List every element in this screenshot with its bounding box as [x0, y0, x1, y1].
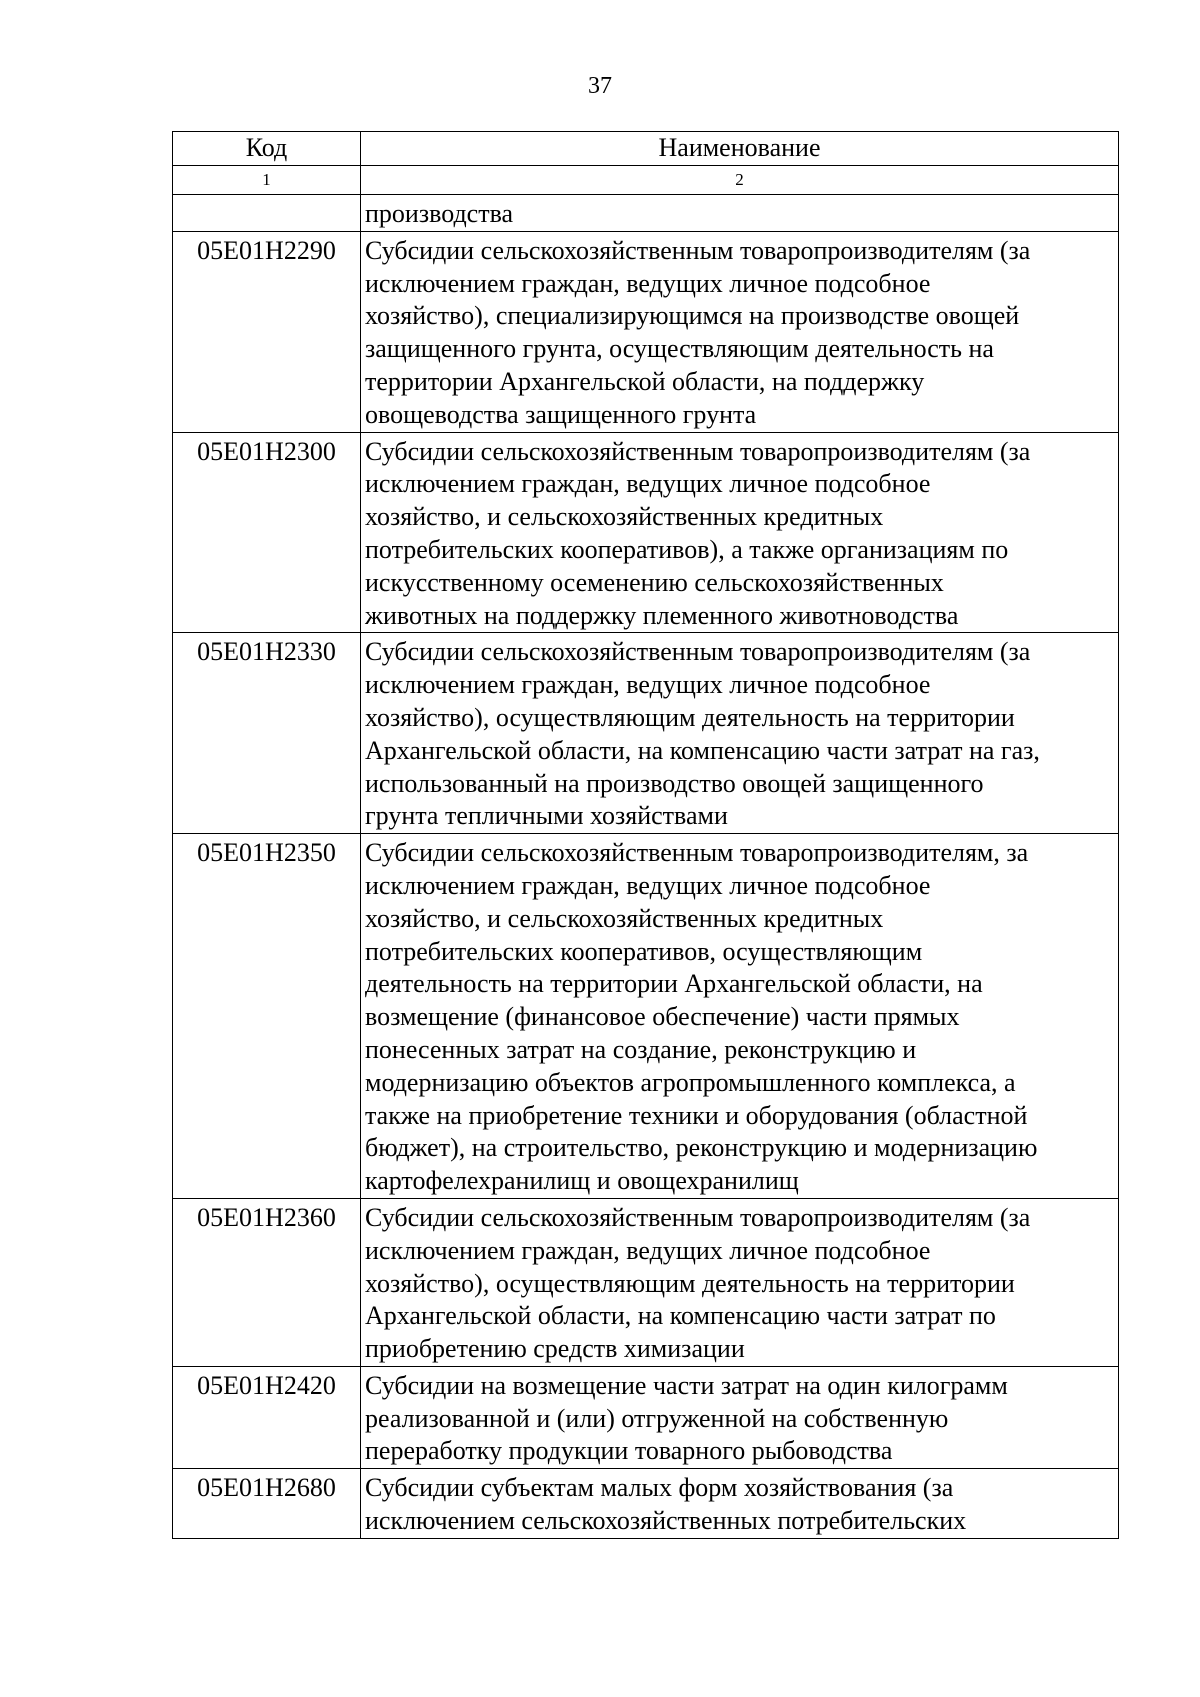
row-name [361, 231, 1119, 432]
row-name-line: возмещение (финансовое обеспечение) части прямых [365, 1002, 960, 1032]
row-name-line: переработку продукции товарного рыбоводства [365, 1436, 893, 1466]
row-code: 05Е01Н2290 [173, 231, 361, 432]
row-name-line: картофелехранилищ и овощехранилищ [365, 1166, 799, 1196]
row-name [361, 1198, 1119, 1366]
budget-code-table [172, 131, 1119, 1539]
row-name [361, 1366, 1119, 1468]
column-header-name: Наименование [361, 132, 1119, 166]
row-name-line: Субсидии на возмещение части затрат на один килограмм [365, 1370, 1008, 1400]
row-name-line: Архангельской области, на компенсацию части затрат на газ, [365, 735, 1040, 765]
row-name-line: Архангельской области, на компенсацию части затрат по [365, 1301, 996, 1331]
column-number-row [173, 166, 1119, 195]
row-name-line: хозяйство, и сельскохозяйственных кредитных [365, 502, 884, 532]
row-name-line: грунта тепличными хозяйствами [365, 801, 728, 831]
row-name-line: исключением граждан, ведущих личное подсобное [365, 670, 931, 700]
row-name-line: животных на поддержку племенного животноводства [365, 600, 959, 630]
row-code: 05Е01Н2360 [173, 1198, 361, 1366]
row-name-line: реализованной и (или) отгруженной на собственную [365, 1403, 949, 1433]
row-name-line: овощеводства защищенного грунта [365, 399, 757, 429]
row-name-line: хозяйство, и сельскохозяйственных кредитных [365, 903, 884, 933]
row-name-line: хозяйство), осуществляющим деятельность на территории [365, 1268, 1015, 1298]
row-code: 05Е01Н2680 [173, 1469, 361, 1539]
page-number: 37 [588, 73, 612, 99]
row-name [361, 195, 1119, 232]
row-name-line: модернизацию объектов агропромышленного комплекса, а [365, 1067, 1016, 1097]
row-name-line: исключением граждан, ведущих личное подсобное [365, 469, 931, 499]
row-name-line: Субсидии сельскохозяйственным товаропроизводителям (за [365, 1202, 1031, 1232]
row-name-line: Субсидии сельскохозяйственным товаропроизводителям (за [365, 637, 1031, 667]
row-name [361, 432, 1119, 633]
row-name-line: Субсидии сельскохозяйственным товаропроизводителям (за [365, 235, 1031, 265]
row-name-line: приобретению средств химизации [365, 1334, 745, 1364]
row-name-line: хозяйство), осуществляющим деятельность на территории [365, 702, 1015, 732]
row-name-line: исключением сельскохозяйственных потребительских [365, 1506, 967, 1536]
row-name-line: территории Архангельской области, на поддержку [365, 366, 925, 396]
row-name-line: Субсидии сельскохозяйственным товаропроизводителям, за [365, 838, 1029, 868]
table-row [173, 1366, 1119, 1468]
row-name-line: исключением граждан, ведущих личное подсобное [365, 1235, 931, 1265]
row-name-line: понесенных затрат на создание, реконструкцию и [365, 1034, 917, 1064]
row-name-line: Субсидии субъектам малых форм хозяйствования (за [365, 1473, 954, 1503]
table-row [173, 633, 1119, 834]
row-name-line: бюджет), на строительство, реконструкцию и модернизацию [365, 1133, 1038, 1163]
row-name [361, 1469, 1119, 1539]
row-name-line: хозяйство), специализирующимся на производстве овощей [365, 301, 1020, 331]
table-header-row [173, 132, 1119, 166]
row-name [361, 834, 1119, 1199]
row-name-line: исключением граждан, ведущих личное подсобное [365, 268, 931, 298]
table-row [173, 432, 1119, 633]
row-name-line: защищенного грунта, осуществляющим деятельность на [365, 334, 994, 364]
table-row [173, 1469, 1119, 1539]
row-code: 05Е01Н2300 [173, 432, 361, 633]
row-name [361, 633, 1119, 834]
row-name-line: использованный на производство овощей защищенного [365, 768, 984, 798]
row-name-line: искусственному осеменению сельскохозяйственных [365, 567, 944, 597]
row-code: 05Е01Н2420 [173, 1366, 361, 1468]
table-row [173, 231, 1119, 432]
row-code: 05Е01Н2330 [173, 633, 361, 834]
column-number-1: 1 [173, 166, 361, 195]
row-code [173, 195, 361, 232]
row-name-line: исключением граждан, ведущих личное подсобное [365, 870, 931, 900]
row-code: 05Е01Н2350 [173, 834, 361, 1199]
row-name-line: потребительских кооперативов, осуществляющим [365, 936, 923, 966]
row-name-line: производства [365, 199, 514, 228]
column-number-2: 2 [361, 166, 1119, 195]
table-body [173, 195, 1119, 1539]
row-name-line: Субсидии сельскохозяйственным товаропроизводителям (за [365, 436, 1031, 466]
table-row [173, 1198, 1119, 1366]
row-name-line: потребительских кооперативов), а также организациям по [365, 534, 1009, 564]
column-header-code: Код [173, 132, 361, 166]
row-name-line: также на приобретение техники и оборудования (областной [365, 1100, 1028, 1130]
row-name-line: деятельность на территории Архангельской области, на [365, 969, 983, 999]
table-row [173, 195, 1119, 232]
table-row [173, 834, 1119, 1199]
